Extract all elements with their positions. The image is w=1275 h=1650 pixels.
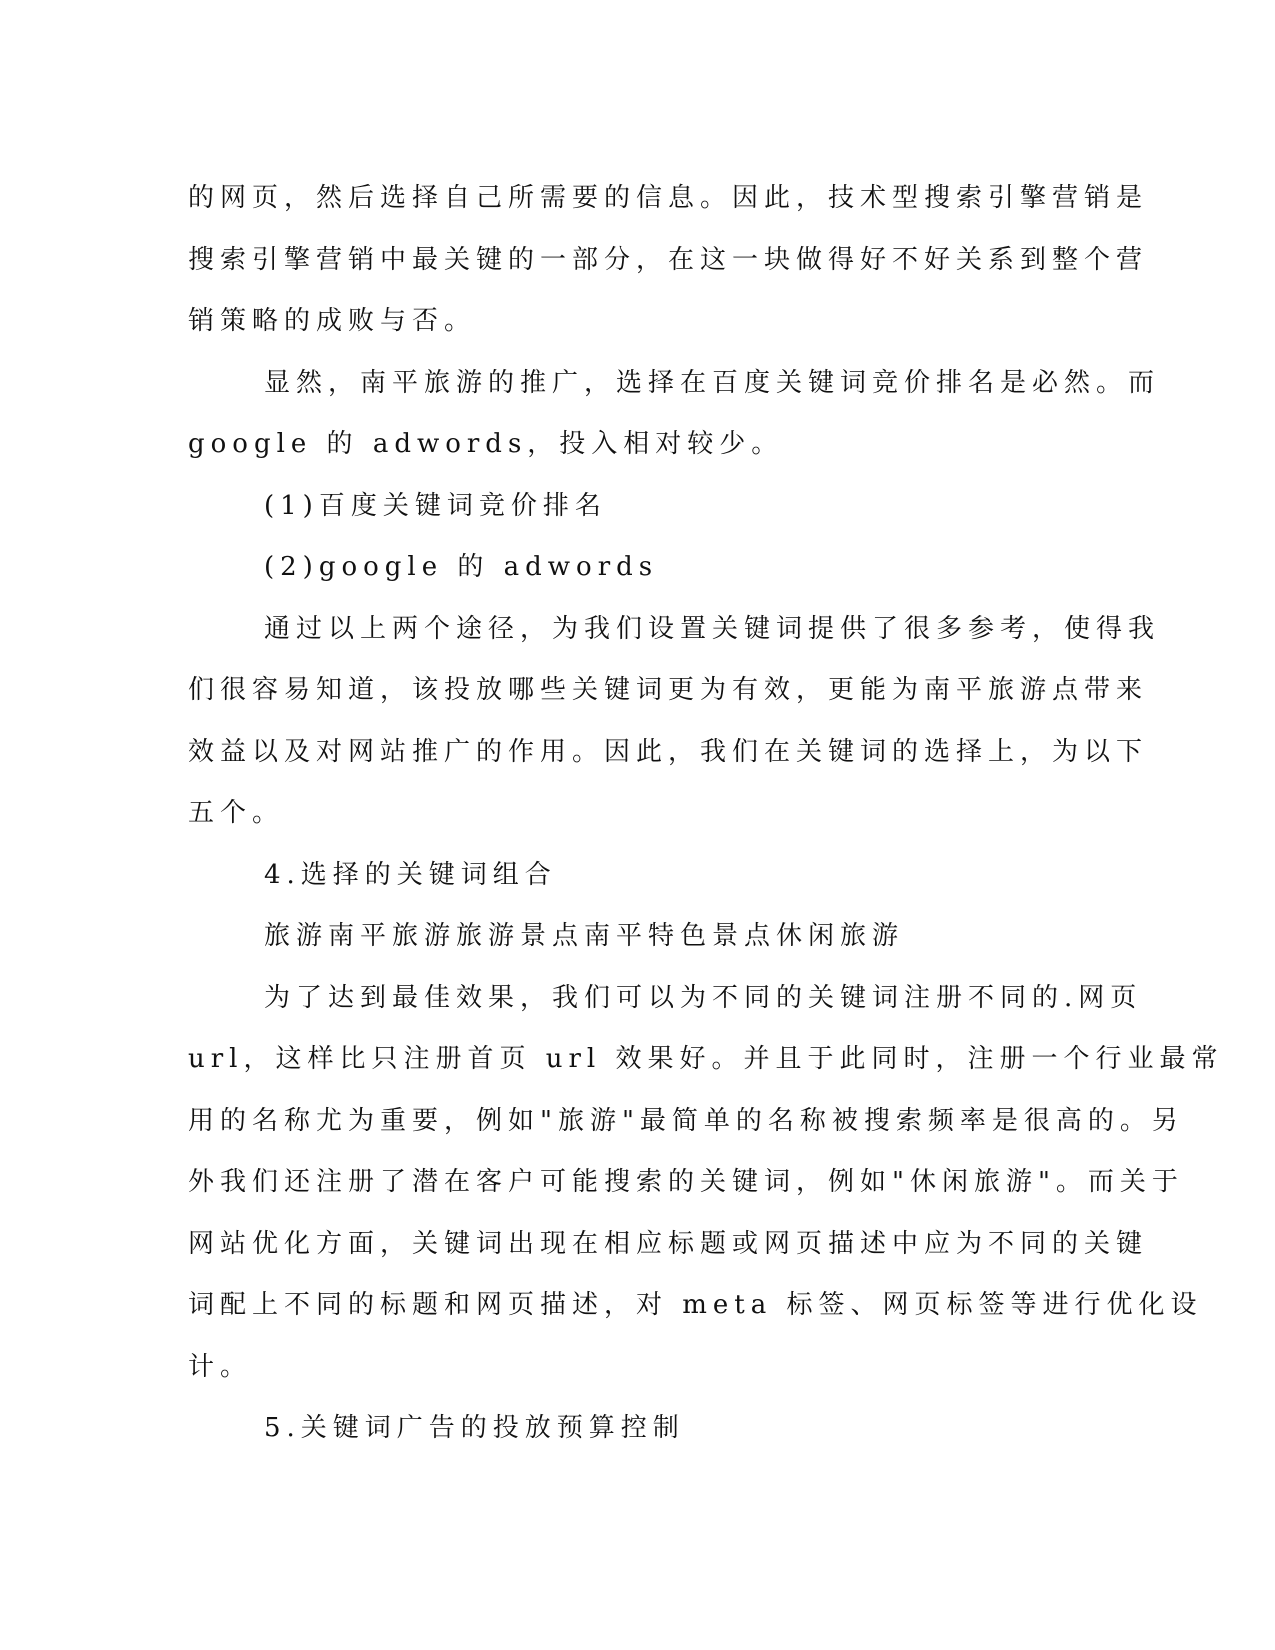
text-line: 们很容易知道，该投放哪些关键词更为有效，更能为南平旅游点带来 [188,675,1149,705]
text-line: 4.选择的关键词组合 [264,859,557,890]
section-heading-budget-control [188,1398,1088,1460]
section-heading-keyword-combination [188,845,1088,907]
text-line: 计。 [188,1351,253,1382]
text-line: 显然，南平旅游的推广，选择在百度关键词竞价排名是必然。而 [264,367,1161,398]
text-line: 销策略的成败与否。 [188,306,477,336]
text-line: 的网页，然后选择自己所需要的信息。因此，技术型搜索引擎营销是 [188,183,1149,213]
list-item-google [188,537,1088,599]
keyword-list [188,906,1088,968]
text-line: 外我们还注册了潜在客户可能搜索的关键词，例如"休闲旅游"。而关于 [188,1167,1184,1197]
text-line: 词配上不同的标题和网页描述，对 meta 标签、网页标签等进行优化设 [188,1290,1203,1320]
paragraph-search-engine-marketing [188,168,1149,353]
list-item-baidu [188,476,1088,538]
text-line: 五个。 [188,798,285,828]
text-line: 搜索引擎营销中最关键的一部分，在这一块做得好不好关系到整个营 [188,244,1149,275]
paragraph-nanping-promotion [188,353,1161,476]
text-line: url，这样比只注册首页 url 效果好。并且于此同时，注册一个行业最常 [188,1044,1224,1074]
paragraph-two-channels [188,599,1161,845]
text-line: 通过以上两个途径，为我们设置关键词提供了很多参考，使得我 [264,613,1161,644]
text-line: 用的名称尤为重要，例如"旅游"最简单的名称被搜索频率是很高的。另 [188,1105,1184,1136]
paragraph-best-effect [188,968,1224,1399]
text-line: 5.关键词广告的投放预算控制 [264,1413,685,1443]
text-line: 效益以及对网站推广的作用。因此，我们在关键词的选择上，为以下 [188,736,1149,767]
text-line: (1)百度关键词竞价排名 [264,490,607,521]
text-line: google 的 adwords，投入相对较少。 [188,429,784,459]
text-line: 旅游南平旅游旅游景点南平特色景点休闲旅游 [264,921,905,951]
document-body [188,168,1224,1460]
text-line: 为了达到最佳效果，我们可以为不同的关键词注册不同的.网页 [264,982,1143,1013]
text-line: 网站优化方面，关键词出现在相应标题或网页描述中应为不同的关键 [188,1228,1149,1259]
text-line: (2)google 的 adwords [264,552,659,582]
